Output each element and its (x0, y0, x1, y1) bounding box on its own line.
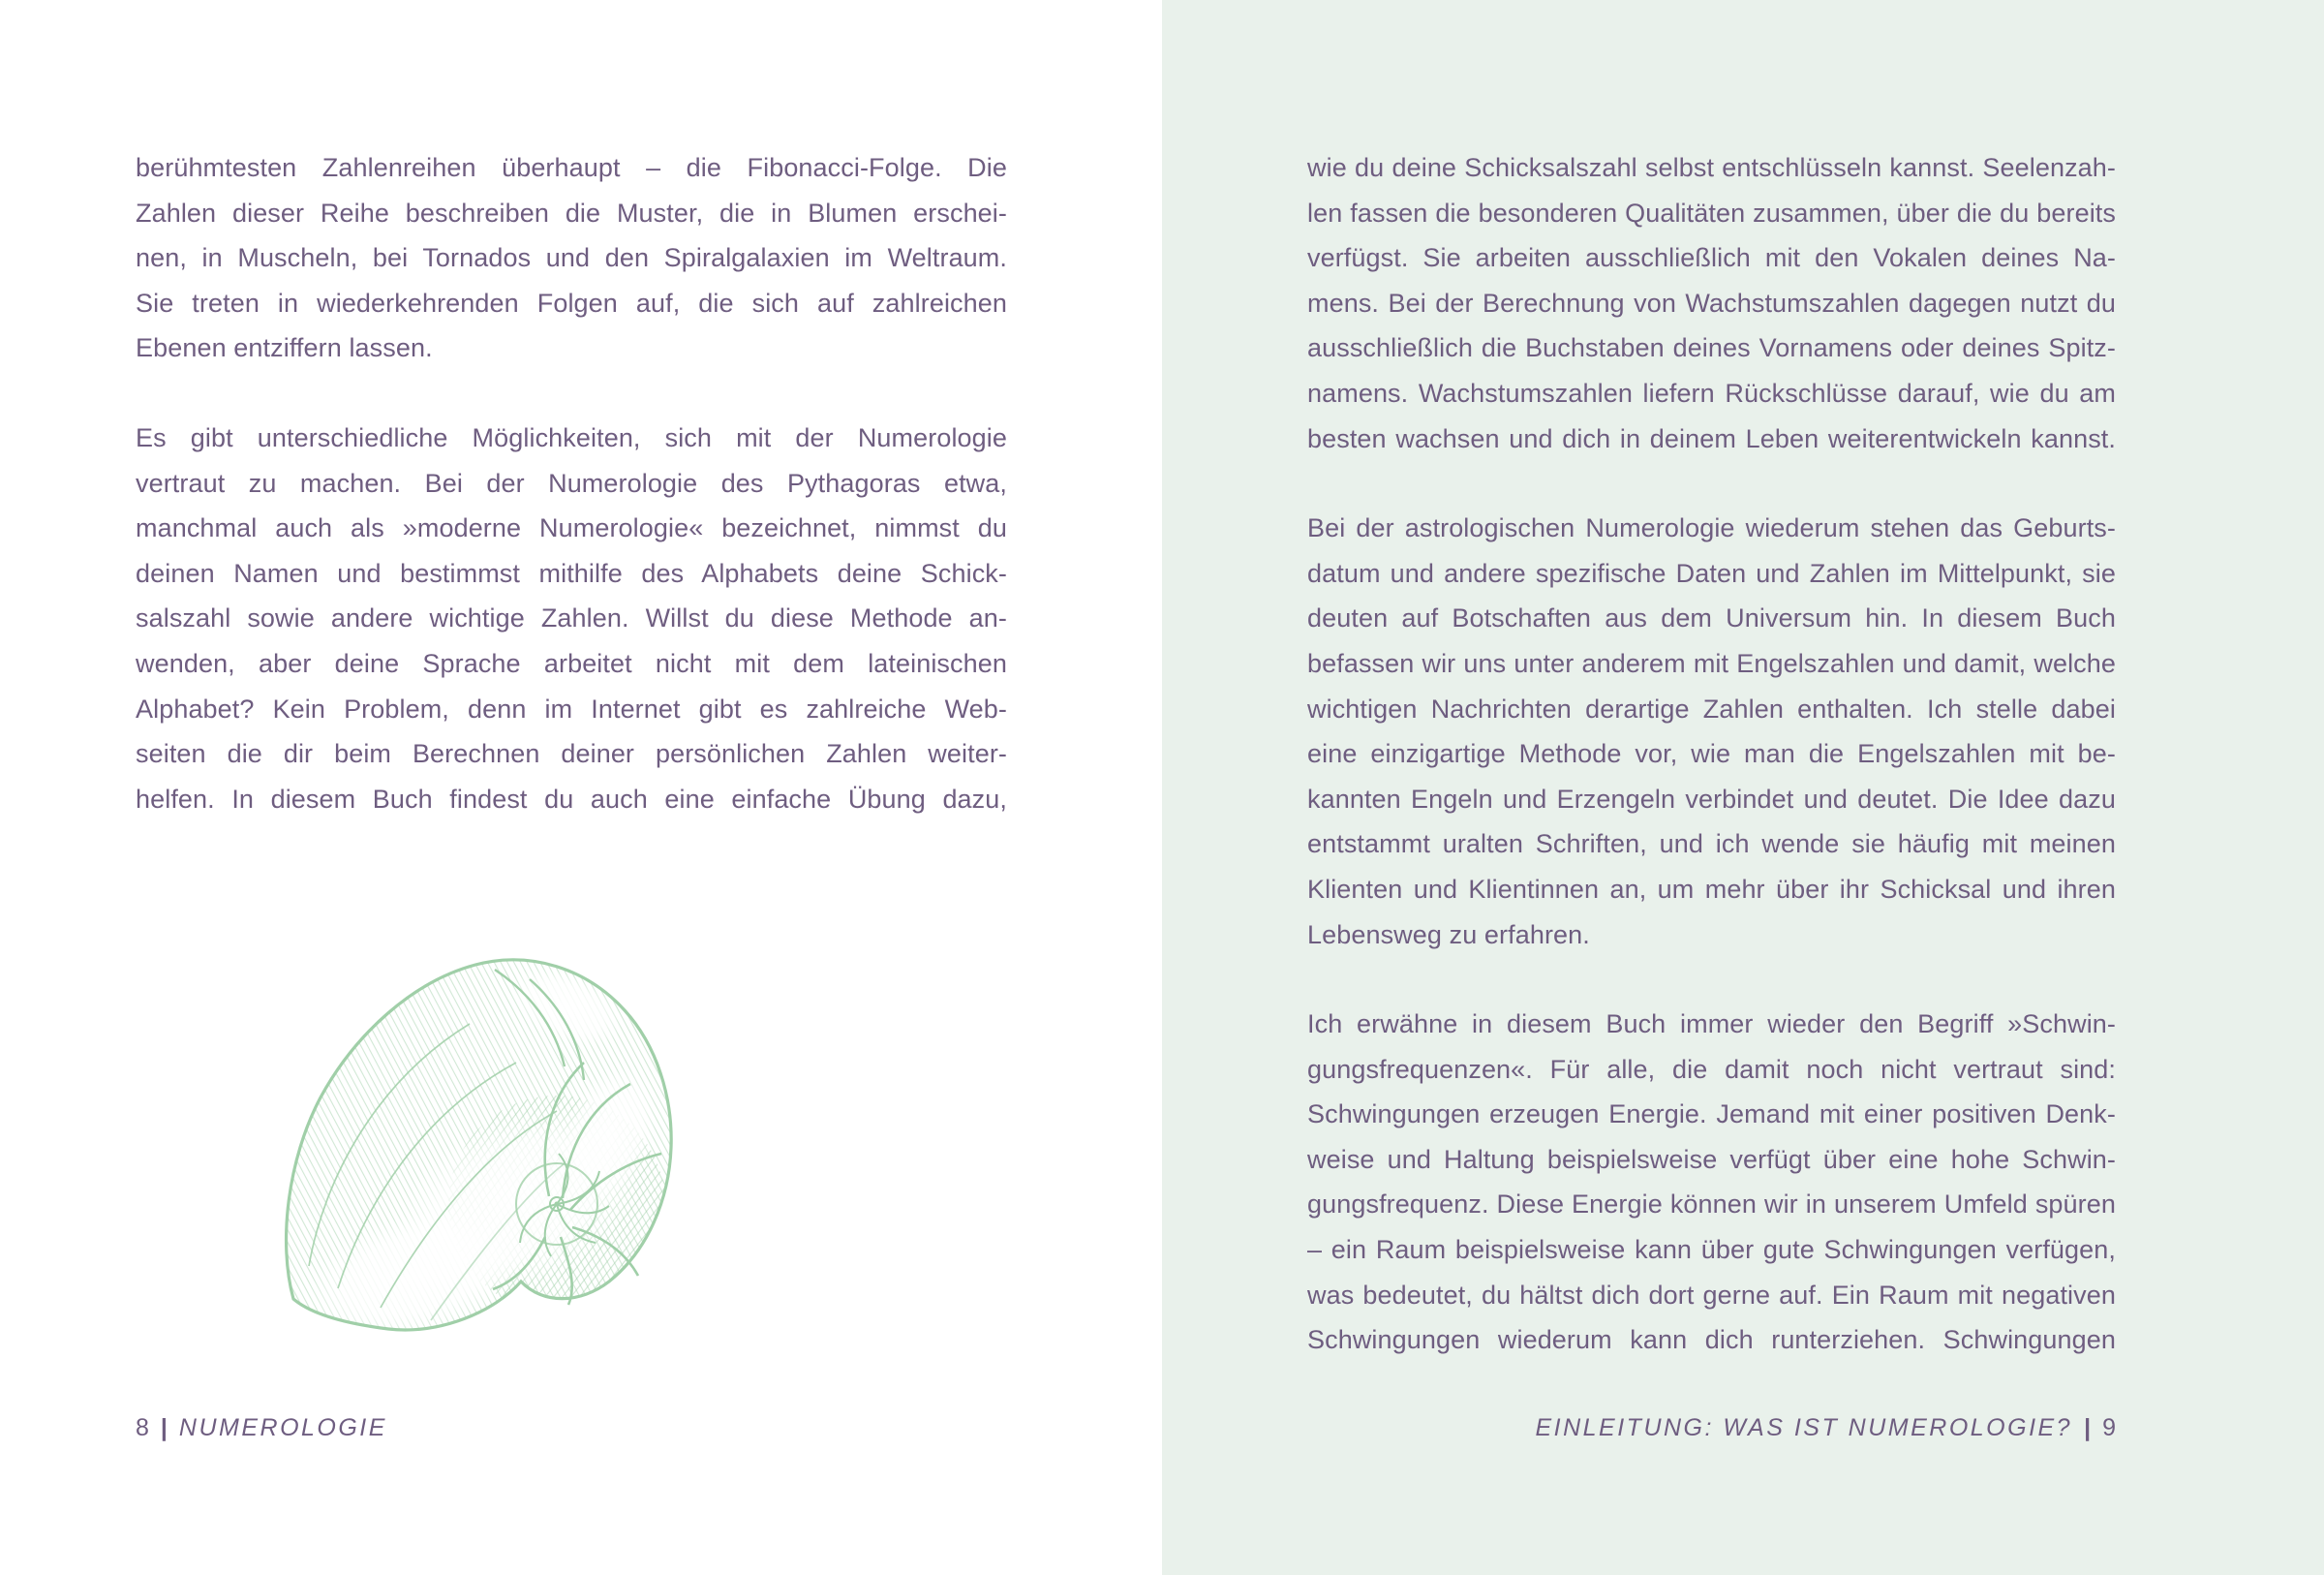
text-line: verfügst. Sie arbeiten ausschließlich mit den Vokalen deines Na- (1307, 243, 2116, 273)
text-line: datum und andere spezifische Daten und Zahlen im Mittelpunkt, sie (1307, 558, 2116, 588)
page-footer-right (1535, 1414, 2116, 1442)
text-line: namens. Wachstumszahlen liefern Rückschlüsse darauf, wie du am (1307, 378, 2116, 408)
running-head: EINLEITUNG: WAS IST NUMEROLOGIE? (1535, 1414, 2073, 1441)
page-number: 8 (136, 1414, 149, 1441)
text-line: nen, in Muscheln, bei Tornados und den Spiralgalaxien im Weltraum. (136, 243, 1007, 273)
text-line: helfen. In diesem Buch findest du auch eine einfache Übung dazu, (136, 784, 1007, 814)
footer-separator: | (2084, 1414, 2092, 1441)
text-line: vertraut zu machen. Bei der Numerologie des Pythagoras etwa, (136, 468, 1007, 498)
text-line: Schwingungen wiederum kann dich runterziehen. Schwingungen (1307, 1325, 2116, 1355)
text-line: Lebensweg zu erfahren. (1307, 919, 1590, 949)
text-line: weise und Haltung beispielsweise verfügt über eine hohe Schwin- (1307, 1144, 2116, 1174)
page-number: 9 (2102, 1414, 2116, 1441)
text-line: gungsfrequenzen«. Für alle, die damit noch nicht vertraut sind: (1307, 1054, 2116, 1084)
text-line: entstammt uralten Schriften, und ich wende sie häufig mit meinen (1307, 829, 2116, 859)
text-line: ausschließlich die Buchstaben deines Vornamens oder deines Spitz- (1307, 333, 2116, 363)
paragraph (1307, 1002, 2116, 1363)
text-line: Es gibt unterschiedliche Möglichkeiten, sich mit der Numerologie (136, 422, 1007, 452)
text-line: wie du deine Schicksalszahl selbst entschlüsseln kannst. Seelenzah- (1307, 153, 2116, 182)
page-right (1162, 0, 2324, 1575)
text-line: kannten Engeln und Erzengeln verbindet und deutet. Die Idee dazu (1307, 784, 2116, 814)
text-line: Zahlen dieser Reihe beschreiben die Muster, die in Blumen erschei- (136, 198, 1007, 228)
text-line: besten wachsen und dich in deinem Leben weiterentwickeln kannst. (1307, 423, 2116, 453)
left-text-column (136, 145, 1007, 866)
text-line: Ich erwähne in diesem Buch immer wieder den Begriff »Schwin- (1307, 1009, 2116, 1039)
text-line: Klienten und Klientinnen an, um mehr über ihr Schicksal und ihren (1307, 874, 2116, 904)
text-line: befassen wir uns unter anderem mit Engelszahlen und damit, welche (1307, 648, 2116, 678)
paragraph (136, 416, 1007, 821)
text-line: mens. Bei der Berechnung von Wachstumszahlen dagegen nutzt du (1307, 288, 2116, 318)
text-line: was bedeutet, du hältst dich dort gerne auf. Ein Raum mit negativen (1307, 1280, 2116, 1310)
text-line: Ebenen entziffern lassen. (136, 333, 433, 363)
text-line: wenden, aber deine Sprache arbeitet nicht mit dem lateinischen (136, 648, 1007, 678)
paragraph (136, 145, 1007, 371)
text-line: salszahl sowie andere wichtige Zahlen. Willst du diese Methode an- (136, 603, 1007, 633)
text-line: Alphabet? Kein Problem, denn im Internet gibt es zahlreiche Web- (136, 694, 1007, 724)
running-head: NUMEROLOGIE (178, 1414, 387, 1441)
nautilus-shell-illustration (276, 954, 731, 1346)
text-line: Sie treten in wiederkehrenden Folgen auf, die sich auf zahlreichen (136, 288, 1007, 318)
text-line: seiten die dir beim Berechnen deiner persönlichen Zahlen weiter- (136, 739, 1007, 769)
text-line: eine einzigartige Methode vor, wie man die Engelszahlen mit be- (1307, 739, 2116, 769)
right-text-column (1307, 145, 2116, 1407)
text-line: deuten auf Botschaften aus dem Universum hin. In diesem Buch (1307, 603, 2116, 633)
text-line: deinen Namen und bestimmst mithilfe des Alphabets deine Schick- (136, 558, 1007, 588)
text-line: – ein Raum beispielsweise kann über gute Schwingungen verfügen, (1307, 1235, 2116, 1265)
text-line: Bei der astrologischen Numerologie wiederum stehen das Geburts- (1307, 513, 2116, 543)
text-line: wichtigen Nachrichten derartige Zahlen enthalten. Ich stelle dabei (1307, 694, 2116, 724)
paragraph (1307, 506, 2116, 957)
text-line: Schwingungen erzeugen Energie. Jemand mit einer positiven Denk- (1307, 1099, 2116, 1129)
footer-separator: | (160, 1414, 168, 1441)
text-line: gungsfrequenz. Diese Energie können wir in unserem Umfeld spüren (1307, 1189, 2116, 1220)
text-line: manchmal auch als »moderne Numerologie« bezeichnet, nimmst du (136, 513, 1007, 543)
page-footer-left (136, 1414, 387, 1442)
text-line: berühmtesten Zahlenreihen überhaupt – die Fibonacci-Folge. Die (136, 153, 1007, 182)
paragraph (1307, 145, 2116, 461)
text-line: len fassen die besonderen Qualitäten zusammen, über die du bereits (1307, 198, 2116, 228)
